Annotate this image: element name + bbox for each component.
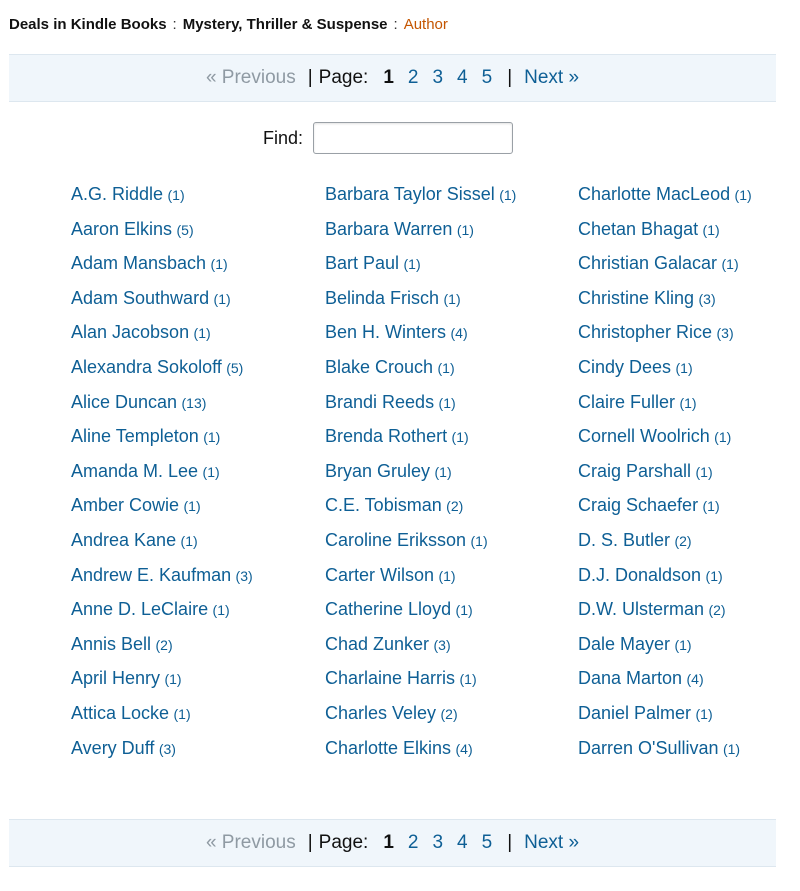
author-count: (1) xyxy=(202,463,220,480)
author-column-3 xyxy=(578,178,793,766)
author-count: (1) xyxy=(722,740,741,757)
author-link[interactable]: Christian Galacar xyxy=(578,253,718,274)
author-count: (4) xyxy=(686,671,704,688)
author-list-item xyxy=(325,455,560,490)
author-count: (1) xyxy=(702,498,720,515)
author-link[interactable]: Daniel Palmer xyxy=(578,702,692,723)
author-link[interactable]: Alexandra Sokoloff xyxy=(71,356,222,377)
author-count: (2) xyxy=(155,636,173,653)
author-count: (3) xyxy=(235,567,253,584)
author-count: (1) xyxy=(451,429,469,446)
author-count: (1) xyxy=(702,221,720,238)
author-count: (3) xyxy=(716,325,734,342)
author-count: (13) xyxy=(181,394,207,411)
author-link[interactable]: Anne D. LeClaire xyxy=(71,599,209,620)
author-list-item xyxy=(578,628,793,663)
author-count: (3) xyxy=(433,636,451,653)
author-count: (4) xyxy=(455,740,473,757)
page-4-link[interactable]: 4 xyxy=(457,67,468,88)
author-link[interactable]: A.G. Riddle xyxy=(71,184,164,204)
author-link[interactable]: Adam Southward xyxy=(71,287,210,308)
author-list-item xyxy=(325,178,560,213)
author-count: (1) xyxy=(455,602,473,619)
pagination-separator: | xyxy=(307,832,313,853)
author-list-item xyxy=(71,351,306,386)
page-2-link[interactable]: 2 xyxy=(407,832,419,853)
author-list-item xyxy=(578,559,793,594)
author-link[interactable]: Cindy Dees xyxy=(578,356,672,377)
author-count: (1) xyxy=(443,290,461,307)
author-count: (2) xyxy=(446,498,464,515)
pagination-separator: | xyxy=(507,67,513,88)
author-list-item xyxy=(325,593,560,628)
author-link[interactable]: Aline Templeton xyxy=(71,426,199,447)
author-link[interactable]: Chetan Bhagat xyxy=(578,218,699,239)
author-link[interactable]: Christine Kling xyxy=(578,287,695,308)
author-count: (1) xyxy=(183,498,201,515)
author-list-item xyxy=(71,697,306,732)
author-link[interactable]: Aaron Elkins xyxy=(71,218,173,239)
breadcrumb-item-mystery[interactable]: Mystery, Thriller & Suspense xyxy=(182,16,388,33)
author-list-item xyxy=(325,282,560,317)
author-list-item xyxy=(325,524,560,559)
author-count: (1) xyxy=(213,290,231,307)
author-link[interactable]: Andrea Kane xyxy=(71,529,177,550)
author-list-item xyxy=(325,420,560,455)
author-link[interactable]: Cornell Woolrich xyxy=(578,426,710,447)
author-count: (5) xyxy=(176,221,194,238)
author-list-item xyxy=(71,455,306,490)
author-count: (1) xyxy=(695,705,713,722)
author-list-item xyxy=(578,732,793,767)
author-count: (1) xyxy=(210,256,228,273)
author-link[interactable]: Charles Veley xyxy=(325,702,437,723)
page-4-link[interactable]: 4 xyxy=(457,832,468,853)
author-count: (1) xyxy=(721,256,739,273)
pagination-separator: | xyxy=(307,67,313,88)
author-list-item xyxy=(578,489,793,524)
author-list-item xyxy=(578,455,793,490)
page-3-link[interactable]: 3 xyxy=(432,67,444,88)
author-link[interactable]: April Henry xyxy=(71,668,161,689)
author-link[interactable]: Ben H. Winters xyxy=(325,322,447,343)
author-list-item xyxy=(578,316,793,351)
author-list-item xyxy=(325,559,560,594)
breadcrumb-separator: : xyxy=(172,16,177,33)
author-list-item xyxy=(71,559,306,594)
author-count: (1) xyxy=(679,394,697,411)
author-link[interactable]: D. S. Butler xyxy=(578,529,671,550)
author-link[interactable]: Avery Duff xyxy=(71,737,155,758)
author-link[interactable]: Christopher Rice xyxy=(578,322,713,343)
author-list-item xyxy=(71,524,306,559)
author-list-item xyxy=(578,247,793,282)
author-link[interactable]: Craig Parshall xyxy=(578,460,692,481)
author-link[interactable]: Charlaine Harris xyxy=(325,668,456,689)
author-list-item xyxy=(71,593,306,628)
author-link[interactable]: Brenda Rothert xyxy=(325,426,448,447)
author-count: (1) xyxy=(193,325,211,342)
author-list-item xyxy=(578,662,793,697)
author-list-item xyxy=(578,351,793,386)
author-count: (3) xyxy=(158,740,176,757)
previous-link: « Previous xyxy=(205,832,296,853)
previous-link: « Previous xyxy=(205,67,296,88)
author-link[interactable]: Barbara Warren xyxy=(325,218,453,239)
author-list-item xyxy=(325,213,560,248)
author-count: (1) xyxy=(456,221,474,238)
author-link[interactable]: Amber Cowie xyxy=(71,495,180,516)
pagination-top xyxy=(9,54,776,102)
author-list-item xyxy=(71,316,306,351)
author-count: (1) xyxy=(695,463,713,480)
author-link[interactable]: Bart Paul xyxy=(325,253,400,274)
author-link[interactable]: Darren O'Sullivan xyxy=(578,737,719,758)
author-list-item xyxy=(71,662,306,697)
author-list-item xyxy=(325,351,560,386)
author-column-1 xyxy=(71,178,306,766)
author-link[interactable]: Dana Marton xyxy=(578,668,683,689)
author-count: (3) xyxy=(698,290,716,307)
author-list-item xyxy=(71,489,306,524)
find-label: Find: xyxy=(263,127,304,148)
author-link[interactable]: Bryan Gruley xyxy=(325,460,431,481)
author-count: (1) xyxy=(203,429,221,446)
breadcrumb xyxy=(9,16,448,33)
author-count: (1) xyxy=(180,532,198,549)
author-count: (1) xyxy=(675,359,693,376)
author-count: (2) xyxy=(708,602,726,619)
author-list-item xyxy=(325,732,560,767)
author-link[interactable]: Barbara Taylor Sissel xyxy=(325,184,495,204)
breadcrumb-separator: : xyxy=(393,16,398,33)
author-list-item xyxy=(578,420,793,455)
author-count: (1) xyxy=(437,359,455,376)
author-count: (2) xyxy=(674,532,692,549)
author-list-item xyxy=(71,247,306,282)
author-link[interactable]: Alice Duncan xyxy=(71,391,178,412)
author-count: (1) xyxy=(403,256,421,273)
author-link[interactable]: Charlotte MacLeod xyxy=(578,184,731,204)
author-list-item xyxy=(71,178,306,213)
author-count: (1) xyxy=(674,636,692,653)
author-count: (5) xyxy=(226,359,244,376)
author-count: (1) xyxy=(705,567,723,584)
page-label: Page: xyxy=(318,67,369,88)
author-list-item xyxy=(325,247,560,282)
author-list-item xyxy=(578,178,793,213)
author-link[interactable]: Alan Jacobson xyxy=(71,322,190,343)
page-3-link[interactable]: 3 xyxy=(432,832,444,853)
author-list-item xyxy=(578,593,793,628)
author-link[interactable]: Dale Mayer xyxy=(578,633,671,654)
breadcrumb-item-kindle-deals[interactable]: Deals in Kindle Books xyxy=(9,16,167,33)
author-count: (1) xyxy=(212,602,230,619)
page-2-link[interactable]: 2 xyxy=(407,67,419,88)
author-count: (1) xyxy=(438,394,456,411)
author-link[interactable]: Annis Bell xyxy=(71,633,152,654)
author-count: (1) xyxy=(173,705,191,722)
author-list-item xyxy=(325,316,560,351)
author-count: (4) xyxy=(450,325,468,342)
page-label: Page: xyxy=(318,832,369,853)
author-count: (1) xyxy=(438,567,456,584)
author-count: (2) xyxy=(440,705,458,722)
author-link[interactable]: Adam Mansbach xyxy=(71,253,207,274)
author-link[interactable]: Caroline Eriksson xyxy=(325,529,467,550)
author-link[interactable]: D.J. Donaldson xyxy=(578,564,702,585)
author-list-item xyxy=(578,697,793,732)
author-link[interactable]: Claire Fuller xyxy=(578,391,676,412)
author-column-2 xyxy=(325,178,560,766)
author-count: (1) xyxy=(434,463,452,480)
author-count: (1) xyxy=(499,187,517,203)
author-link[interactable]: Blake Crouch xyxy=(325,356,434,377)
author-link[interactable]: C.E. Tobisman xyxy=(325,495,442,516)
author-link[interactable]: Andrew E. Kaufman xyxy=(71,564,232,585)
author-count: (1) xyxy=(459,671,477,688)
page-5-link[interactable]: 5 xyxy=(481,832,493,853)
page-5-link[interactable]: 5 xyxy=(481,67,493,88)
pagination-separator: | xyxy=(507,832,513,853)
author-list-item xyxy=(325,697,560,732)
author-link[interactable]: Carter Wilson xyxy=(325,564,435,585)
author-link[interactable]: Charlotte Elkins xyxy=(325,737,452,758)
author-list-item xyxy=(325,628,560,663)
author-link[interactable]: Chad Zunker xyxy=(325,633,430,654)
next-link[interactable]: Next » xyxy=(524,832,580,853)
author-list-item xyxy=(71,386,306,421)
author-link[interactable]: Catherine Lloyd xyxy=(325,599,452,620)
author-list-item xyxy=(578,213,793,248)
find-input[interactable] xyxy=(313,122,513,154)
author-list-item xyxy=(325,489,560,524)
author-list-item xyxy=(325,386,560,421)
author-link[interactable]: D.W. Ulsterman xyxy=(578,599,705,620)
find-bar xyxy=(263,122,513,154)
next-link[interactable]: Next » xyxy=(524,67,580,88)
author-link[interactable]: Craig Schaefer xyxy=(578,495,699,516)
author-count: (1) xyxy=(164,671,182,688)
breadcrumb-current: Author xyxy=(403,16,448,33)
author-count: (1) xyxy=(470,532,488,549)
author-list-item xyxy=(325,662,560,697)
author-link[interactable]: Attica Locke xyxy=(71,702,170,723)
author-count: (1) xyxy=(734,187,752,203)
page-1-current: 1 xyxy=(383,67,394,88)
author-list-item xyxy=(71,628,306,663)
page-1-current: 1 xyxy=(383,832,394,853)
author-link[interactable]: Amanda M. Lee xyxy=(71,460,199,481)
author-list-item xyxy=(578,524,793,559)
author-list-item xyxy=(578,386,793,421)
author-list-item xyxy=(71,420,306,455)
author-count: (1) xyxy=(167,187,185,203)
author-list-item xyxy=(578,282,793,317)
pagination-bottom xyxy=(9,819,776,867)
author-list-item xyxy=(71,282,306,317)
author-count: (1) xyxy=(714,429,732,446)
author-list-item xyxy=(71,732,306,767)
author-list-item xyxy=(71,213,306,248)
author-link[interactable]: Belinda Frisch xyxy=(325,287,440,308)
author-link[interactable]: Brandi Reeds xyxy=(325,391,435,412)
